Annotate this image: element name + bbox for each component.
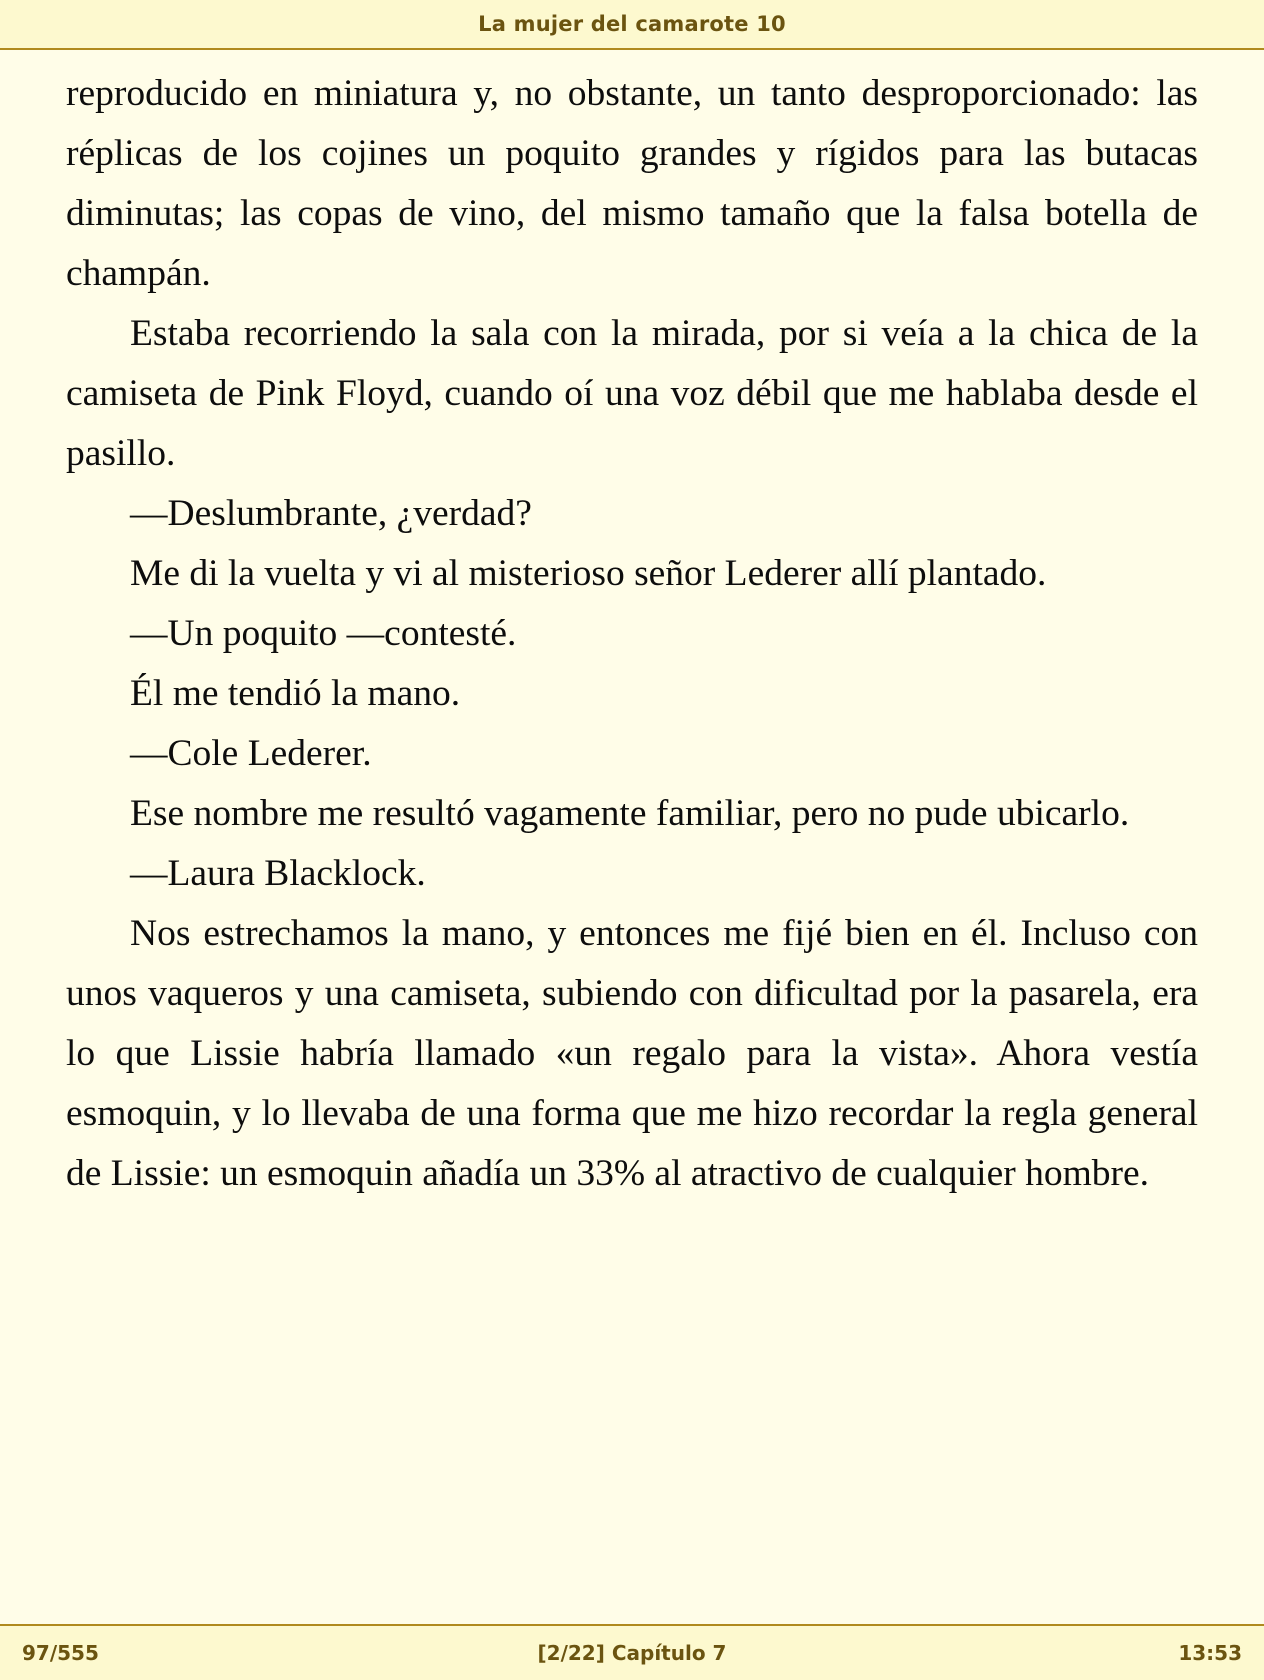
- paragraph: Ese nombre me resultó vagamente familiar, pero no pude ubicarlo.: [130, 793, 1130, 834]
- paragraph: Nos estrechamos la mano, y entonces me fijé bien en él. Incluso con unos vaqueros y una camiseta, subiendo con dificultad por la pasarela, era lo que Lissie habría llamado «un regalo para la vista». Ahora vestía esmoquin, y lo llevaba de una forma que me hizo recordar la regla general de Lissie: un esmoquin añadía un 33% al atractivo de cualquier hombre.: [66, 913, 1198, 1194]
- paragraph-dialogue: —Deslumbrante, ¿verdad?: [130, 493, 532, 534]
- page-position: 97/555: [22, 1641, 99, 1665]
- clock: 13:53: [1178, 1641, 1242, 1665]
- book-title-bar: [0, 0, 1264, 50]
- paragraph: Me di la vuelta y vi al misterioso señor Lederer allí plantado.: [130, 553, 1047, 594]
- status-bar: [0, 1624, 1264, 1680]
- paragraph-dialogue: —Laura Blacklock.: [130, 853, 426, 894]
- book-title: La mujer del camarote 10: [478, 12, 786, 36]
- paragraph: Estaba recorriendo la sala con la mirada, por si veía a la chica de la camiseta de Pink Floyd, cuando oí una voz débil que me hablaba desde el pasillo.: [66, 313, 1198, 474]
- chapter-indicator: [2/22] Capítulo 7: [537, 1641, 727, 1665]
- paragraph: reproducido en miniatura y, no obstante, un tanto desproporcionado: las réplicas de los cojines un poquito grandes y rígidos para las butacas diminutas; las copas de vino, del mismo tamaño que la falsa botella de champán.: [66, 73, 1198, 294]
- paragraph-dialogue: —Un poquito —contesté.: [130, 613, 517, 654]
- page-content[interactable]: [0, 50, 1264, 1624]
- paragraph: Él me tendió la mano.: [130, 673, 461, 714]
- paragraph-dialogue: —Cole Lederer.: [130, 733, 372, 774]
